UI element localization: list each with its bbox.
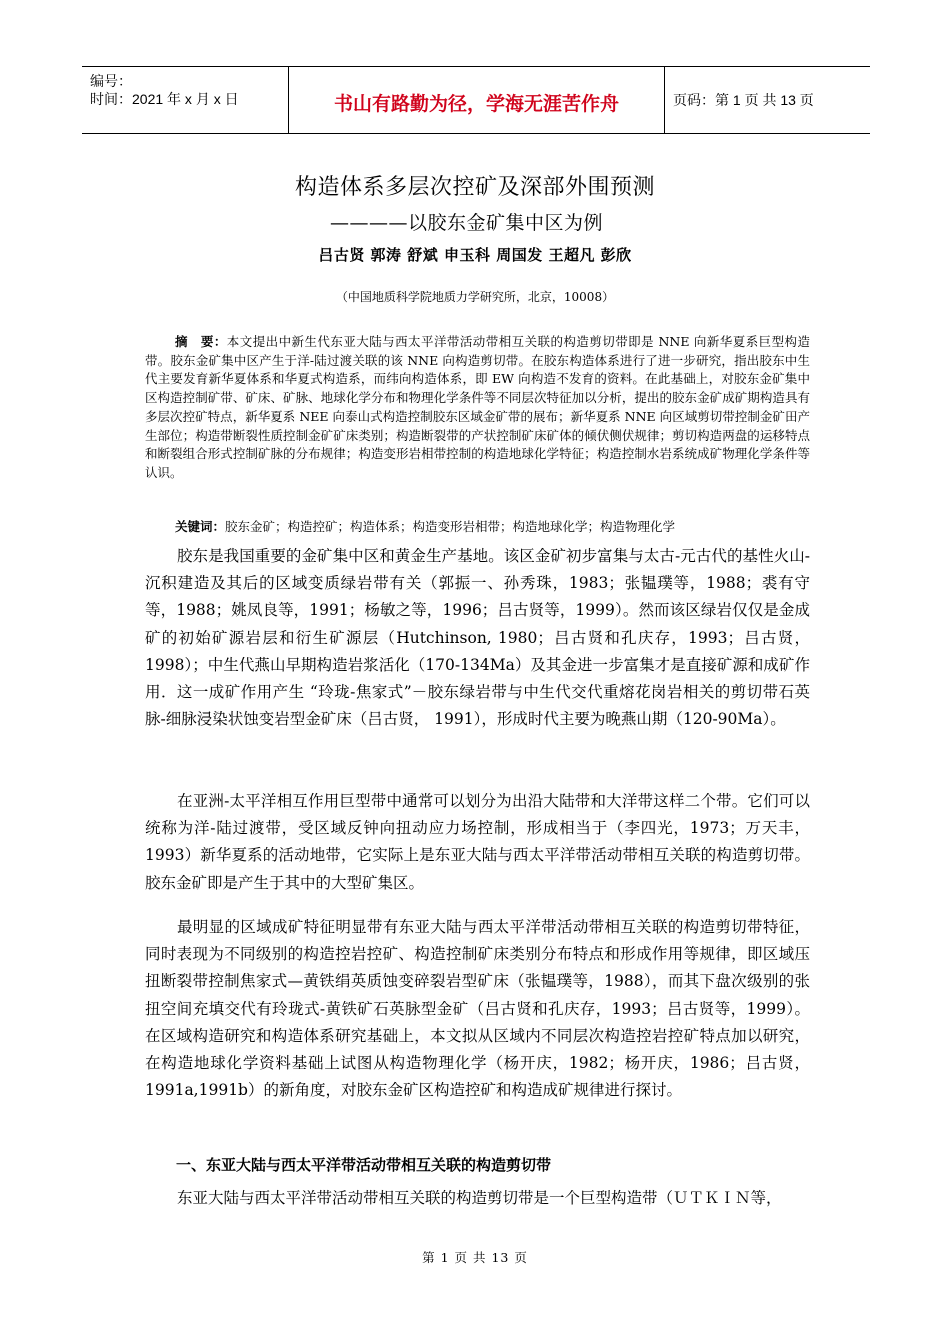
body-paragraph-1: 胶东是我国重要的金矿集中区和黄金生产基地。该区金矿初步富集与太古-元古代的基性火山-沉积建造及其后的区域变质绿岩带有关（郭振一、孙秀珠，1983；张韫璞等，1988；裘有守等，1988；姚凤良等，1991；杨敏之等，1996；吕古贤等，1999）。然而该区绿岩仅仅是金成矿的初始矿源岩层和衍生矿源层（Hutchinson, 1980；吕古贤和孔庆存，1993；吕古贤，1998）；中生代燕山早期构造岩浆活化（170-134Ma）及其金进一步富集才是直接矿源和成矿作用．这一成矿作用产生 “玲珑-焦家式”－胶东绿岩带与中生代交代重熔花岗岩相关的剪切带石英脉-细脉浸染状蚀变岩型金矿床（吕古贤， 1991），形成时代主要为晚燕山期（120-90Ma）。 [145, 547, 810, 729]
header-meta [82, 67, 289, 133]
header-motto: 书山有路勤为径，学海无涯苦作舟 [289, 67, 665, 133]
keywords-text: 胶东金矿；构造控矿；构造体系；构造变形岩相带；构造地球化学；构造物理化学 [225, 519, 676, 534]
keywords-label: 关键词： [175, 519, 226, 534]
abstract [145, 333, 810, 483]
date-label: 时间：2021 年 x 月 x 日 [90, 91, 239, 107]
page-footer: 第 1 页 共 13 页 [422, 1250, 528, 1265]
section-heading: 一、东亚大陆与西太平洋带活动带相互关联的构造剪切带 [176, 1156, 552, 1174]
document-title: 构造体系多层次控矿及深部外围预测 [294, 175, 655, 200]
author-affiliation: （中国地质科学院地质力学研究所，北京，10008） [335, 290, 615, 304]
abstract-text: 本文提出中新生代东亚大陆与西太平洋带活动带相互关联的构造剪切带即是 NNE 向新华夏系巨型构造带。胶东金矿集中区产生于洋-陆过渡关联的该 NNE 向构造剪切带。在胶东构造体系进行了进一步研究，指出胶东中生代主要发育新华夏体系和华夏式构造系，而纬向构造体系，即 EW 向构造不发育的资料。在此基础上，对胶东金矿集中区构造控制矿带、矿床、矿脉、地球化学分布和物理化学条件等不同层次特征加以分析，提出的胶东金矿成矿期构造具有多层次控矿特点，新华夏系 NEE 向泰山式构造控制胶东区域金矿带的展布；新华夏系 NNE 向区域剪切带控制金矿田产生部位；构造带断裂性质控制金矿矿床类别；构造断裂带的产状控制矿床矿体的倾伏侧伏规律；剪切构造两盘的运移特点和断裂组合形式控制矿脉的分布规律；构造变形岩相带控制的构造地球化学特征；构造控制水岩系统成矿物理化学条件等认识。 [145, 334, 810, 480]
page-header [82, 66, 870, 134]
body-paragraph-3: 最明显的区域成矿特征明显带有东亚大陆与西太平洋带活动带相互关联的构造剪切带特征，同时表现为不同级别的构造控岩控矿、构造控制矿床类别分布特点和形成作用等规律，即区域压扭断裂带控制焦家式—黄铁绢英质蚀变碎裂岩型矿床（张韫璞等，1988），而其下盘次级别的张扭空间充填交代有玲珑式-黄铁矿石英脉型金矿（吕古贤和孔庆存，1993；吕古贤等，1999）。在区域构造研究和构造体系研究基础上，本文拟从区域内不同层次构造控岩控矿特点加以研究，在构造地球化学资料基础上试图从构造物理化学（杨开庆，1982；杨开庆，1986；吕古贤，1991a,1991b）的新角度，对胶东金矿区构造控矿和构造成矿规律进行探讨。 [145, 918, 810, 1100]
abstract-label: 摘 要： [175, 334, 227, 349]
body-paragraph-4: 东亚大陆与西太平洋带活动带相互关联的构造剪切带是一个巨型构造带（ＵＴＫＩＮ等， [177, 1189, 782, 1207]
author-list: 吕古贤 郭涛 舒斌 申玉科 周国发 王超凡 彭欣 [318, 246, 632, 264]
serial-number-label: 编号： [90, 73, 132, 89]
keywords [175, 517, 675, 535]
body-paragraph-2: 在亚洲-太平洋相互作用巨型带中通常可以划分为出沿大陆带和大洋带这样二个带。它们可以统称为洋-陆过渡带，受区域反钟向扭动应力场控制，形成相当于（李四光，1973；万天丰，1993）新华夏系的活动地带，它实际上是东亚大陆与西太平洋带活动带相互关联的构造剪切带。胶东金矿即是产生于其中的大型矿集区。 [145, 792, 810, 892]
header-page-info: 页码：第 1 页 共 13 页 [673, 92, 814, 108]
document-subtitle: ————以胶东金矿集中区为例 [330, 212, 604, 234]
